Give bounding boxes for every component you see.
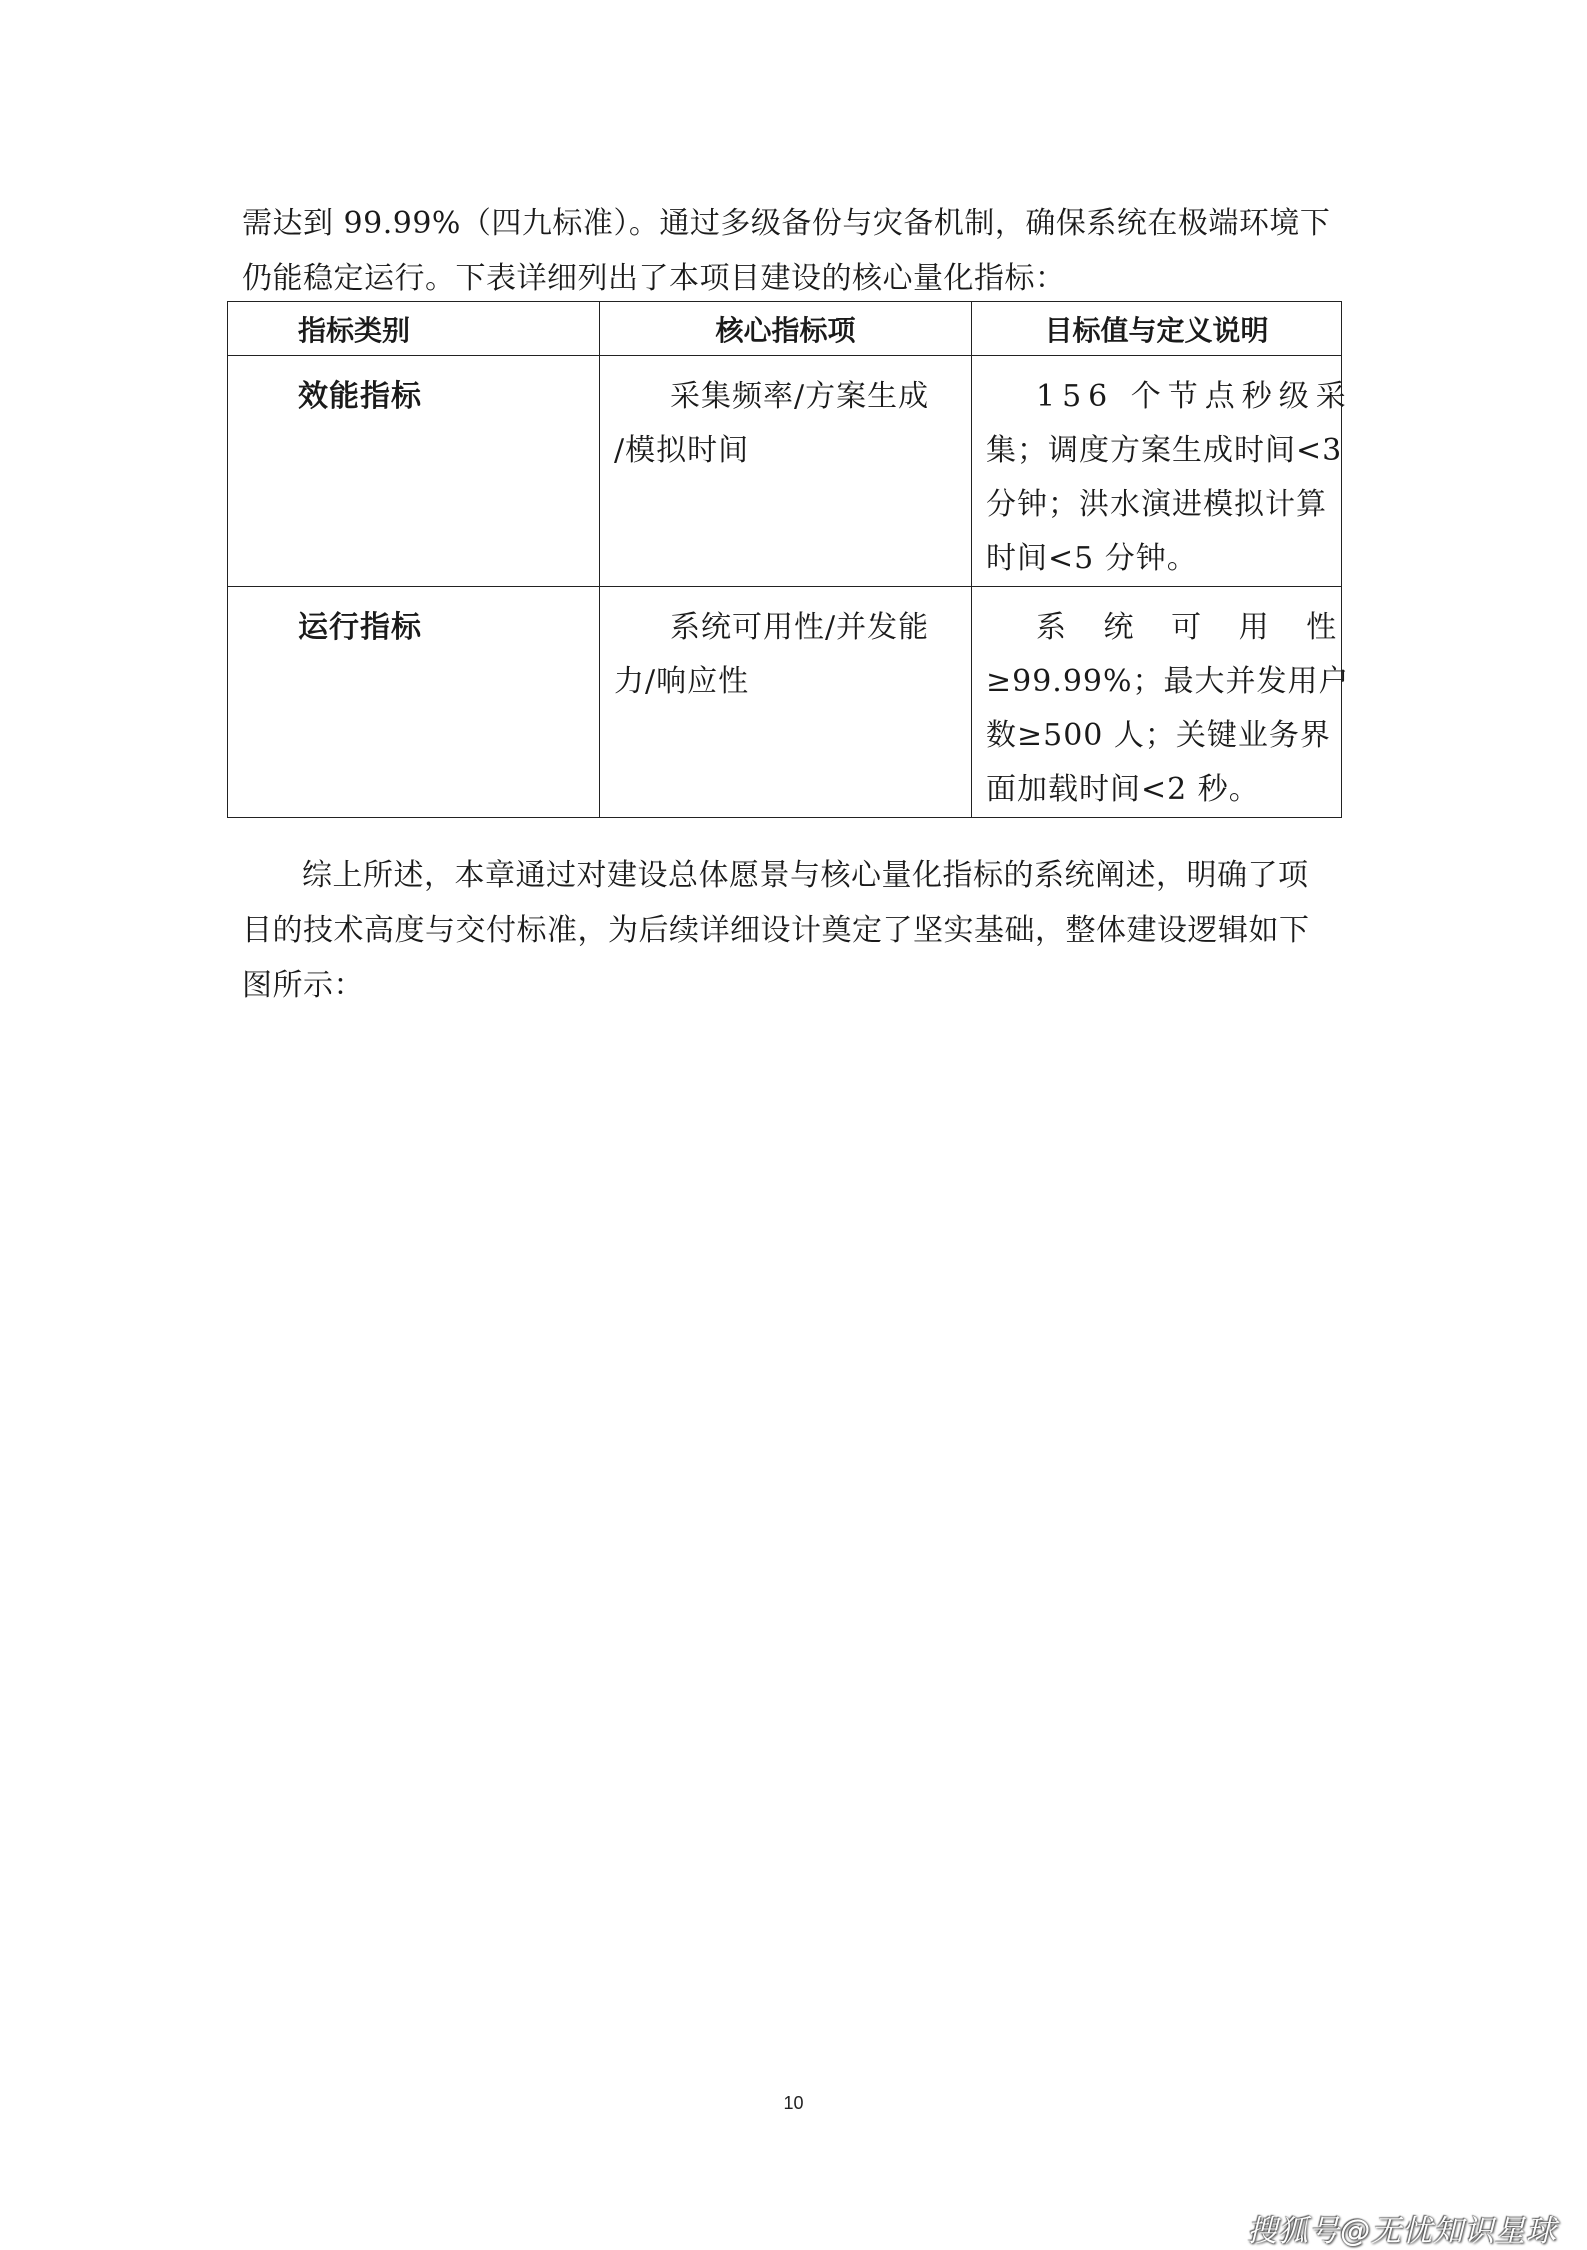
row-1-category-cell [228,356,600,587]
intro-line-1: 需达到 99.99%（四九标准）。通过多级备份与灾备机制，确保系统在极端环境下 [242,206,1331,241]
summary-line-1: 综上所述，本章通过对建设总体愿景与核心量化指标的系统阐述，明确了项 [302,858,1309,893]
table-header-row [228,302,1342,356]
row-2-item-cell [600,587,972,818]
row-1-target-line-4: 时间<5 分钟。 [986,541,1198,576]
row-1-item-cell [600,356,972,587]
row-1-item-line-1: 采集频率/方案生成 [670,379,930,414]
row-1-target-line-2: 集；调度方案生成时间<3 [986,433,1343,468]
header-target: 目标值与定义说明 [972,302,1342,356]
row-1-item-line-2: /模拟时间 [614,433,750,468]
row-2-target-line-4: 面加载时间<2 秒。 [986,772,1260,807]
intro-paragraph [242,196,1357,306]
row-2-category-cell [228,587,600,818]
header-category: 指标类别 [228,302,600,356]
row-2-target-line-1: 系 统 可 用 性 [1036,610,1351,645]
row-1-target-line-1: 156 个节点秒级采 [1036,379,1353,414]
row-2-category: 运行指标 [298,610,422,645]
row-2-target-line-2: ≥99.99%；最大并发用户 [986,664,1350,699]
intro-line-2: 仍能稳定运行。下表详细列出了本项目建设的核心量化指标： [242,261,1066,296]
row-2-target-cell [972,587,1351,818]
table-row [228,587,1342,818]
row-1-target-cell [972,356,1353,587]
page-number: 10 [783,2093,804,2113]
row-2-target-line-3: 数≥500 人；关键业务界 [986,718,1331,753]
metrics-table [227,301,1353,818]
summary-paragraph [242,848,1357,1013]
row-1-target-line-3: 分钟；洪水演进模拟计算 [986,487,1327,522]
summary-line-3: 图所示： [242,968,364,1003]
row-1-category: 效能指标 [298,379,422,414]
summary-line-2: 目的技术高度与交付标准，为后续详细设计奠定了坚实基础，整体建设逻辑如下 [242,913,1310,948]
header-item: 核心指标项 [600,302,972,356]
row-2-item-line-2: 力/响应性 [614,664,750,699]
watermark: 搜狐号@无忧知识星球 [1247,2214,1557,2249]
row-2-item-line-1: 系统可用性/并发能 [670,610,930,645]
table-row [228,356,1342,587]
